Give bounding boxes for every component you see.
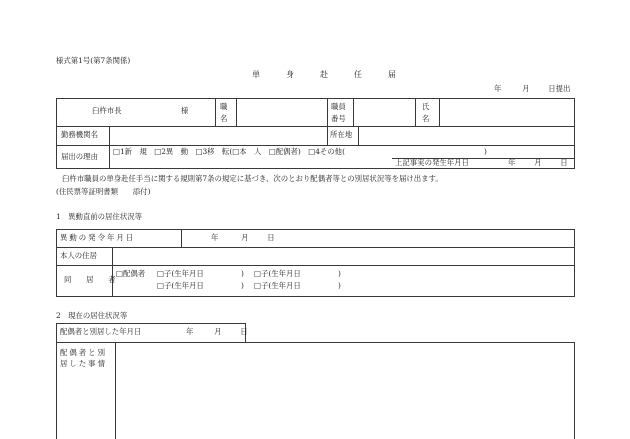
form-number-label: 様式第1号(第7条関係)	[56, 56, 131, 65]
order-date-label: 異動の発令年月日	[60, 233, 136, 242]
sama-label: 様	[181, 106, 189, 115]
location-field[interactable]	[359, 127, 573, 144]
order-month: 月	[241, 233, 249, 242]
cohabitant-child-3-close: )	[241, 281, 244, 290]
reason-label: 届出の理由	[61, 152, 98, 161]
form-title	[252, 70, 396, 79]
separation-reason-line: 配偶者と別	[60, 348, 107, 357]
section1-heading: 1 異動直前の居住状況等	[56, 212, 143, 221]
attachment-text: (住民票等証明書類 添付)	[56, 187, 151, 196]
submit-day: 日提出	[548, 84, 571, 93]
title-char: 任	[354, 70, 362, 79]
address-label: 本人の住居	[60, 251, 97, 260]
submit-month: 月	[522, 84, 530, 93]
separation-month: 月	[214, 327, 222, 336]
cohabitant-char: 者	[108, 275, 116, 284]
cohabitant-child-1[interactable]: □子(生年月日	[157, 269, 204, 278]
cohabitant-spouse-checkbox[interactable]: □配偶者	[116, 269, 146, 278]
occurrence-day: 日	[560, 158, 568, 167]
occurrence-date-label: 上記事実の発生年月日	[395, 158, 469, 167]
shokumei-char: 名	[220, 114, 228, 123]
submit-date	[494, 85, 570, 94]
shimei-field[interactable]	[440, 99, 573, 125]
separation-date[interactable]	[186, 328, 248, 337]
cohabitant-child-4-close: )	[338, 281, 341, 290]
submit-year: 年	[494, 84, 502, 93]
separation-reason-field[interactable]	[116, 343, 573, 438]
cohabitant-child-1-close: )	[241, 269, 244, 278]
cohabitant-char: 同	[64, 275, 72, 284]
separation-day: 日	[240, 327, 248, 336]
employee-number-line: 職員	[331, 102, 346, 111]
cohabitant-child-2-close: )	[338, 269, 341, 278]
employee-number-label	[331, 101, 346, 125]
shimei-label	[422, 101, 429, 125]
cohabitant-char: 居	[86, 275, 94, 284]
separation-date-label: 配偶者と別居した年月日	[60, 327, 142, 336]
office-label: 勤務機関名	[61, 130, 98, 139]
reason-options[interactable]: □1新 規 □2異 動 □3移 転(□本 人 □配偶者) □4その他(	[113, 147, 345, 156]
title-char: 届	[388, 70, 396, 79]
title-char: 赴	[320, 70, 328, 79]
recipient-label: 臼杵市長	[92, 106, 122, 115]
title-char: 単	[252, 70, 260, 79]
statement-text: 臼杵市職員の単身赴任手当に関する規則第7条の規定に基づき、次のとおり配偶者等との別居状況等を届け出ます。	[62, 174, 443, 183]
order-year: 年	[211, 233, 219, 242]
section2-heading: 2 現在の居住状況等	[56, 311, 128, 320]
separation-reason-line: 居した事情	[60, 359, 107, 368]
cohabitant-label	[64, 275, 116, 285]
shokumei-char: 職	[220, 102, 228, 111]
employee-number-line: 番号	[331, 114, 346, 123]
occurrence-year: 年	[508, 158, 516, 167]
shokumei-field[interactable]	[237, 99, 326, 125]
cohabitant-child-2[interactable]: □子(生年月日	[254, 269, 301, 278]
occurrence-date[interactable]	[508, 159, 568, 168]
shimei-char: 名	[422, 114, 430, 123]
cohabitant-child-3[interactable]: □子(生年月日	[157, 281, 204, 290]
cohabitant-child-4[interactable]: □子(生年月日	[254, 281, 301, 290]
location-label: 所在地	[330, 130, 353, 139]
order-day: 日	[267, 233, 275, 242]
separation-reason-label	[60, 347, 107, 369]
occurrence-month: 月	[534, 158, 542, 167]
order-date[interactable]	[211, 234, 275, 243]
reason-close-paren: )	[484, 147, 487, 156]
shokumei-label	[220, 101, 227, 125]
title-char: 身	[286, 70, 294, 79]
address-field[interactable]	[113, 248, 573, 264]
employee-number-field[interactable]	[354, 99, 414, 125]
separation-year: 年	[186, 327, 194, 336]
office-field[interactable]	[110, 127, 326, 144]
shimei-char: 氏	[422, 102, 430, 111]
